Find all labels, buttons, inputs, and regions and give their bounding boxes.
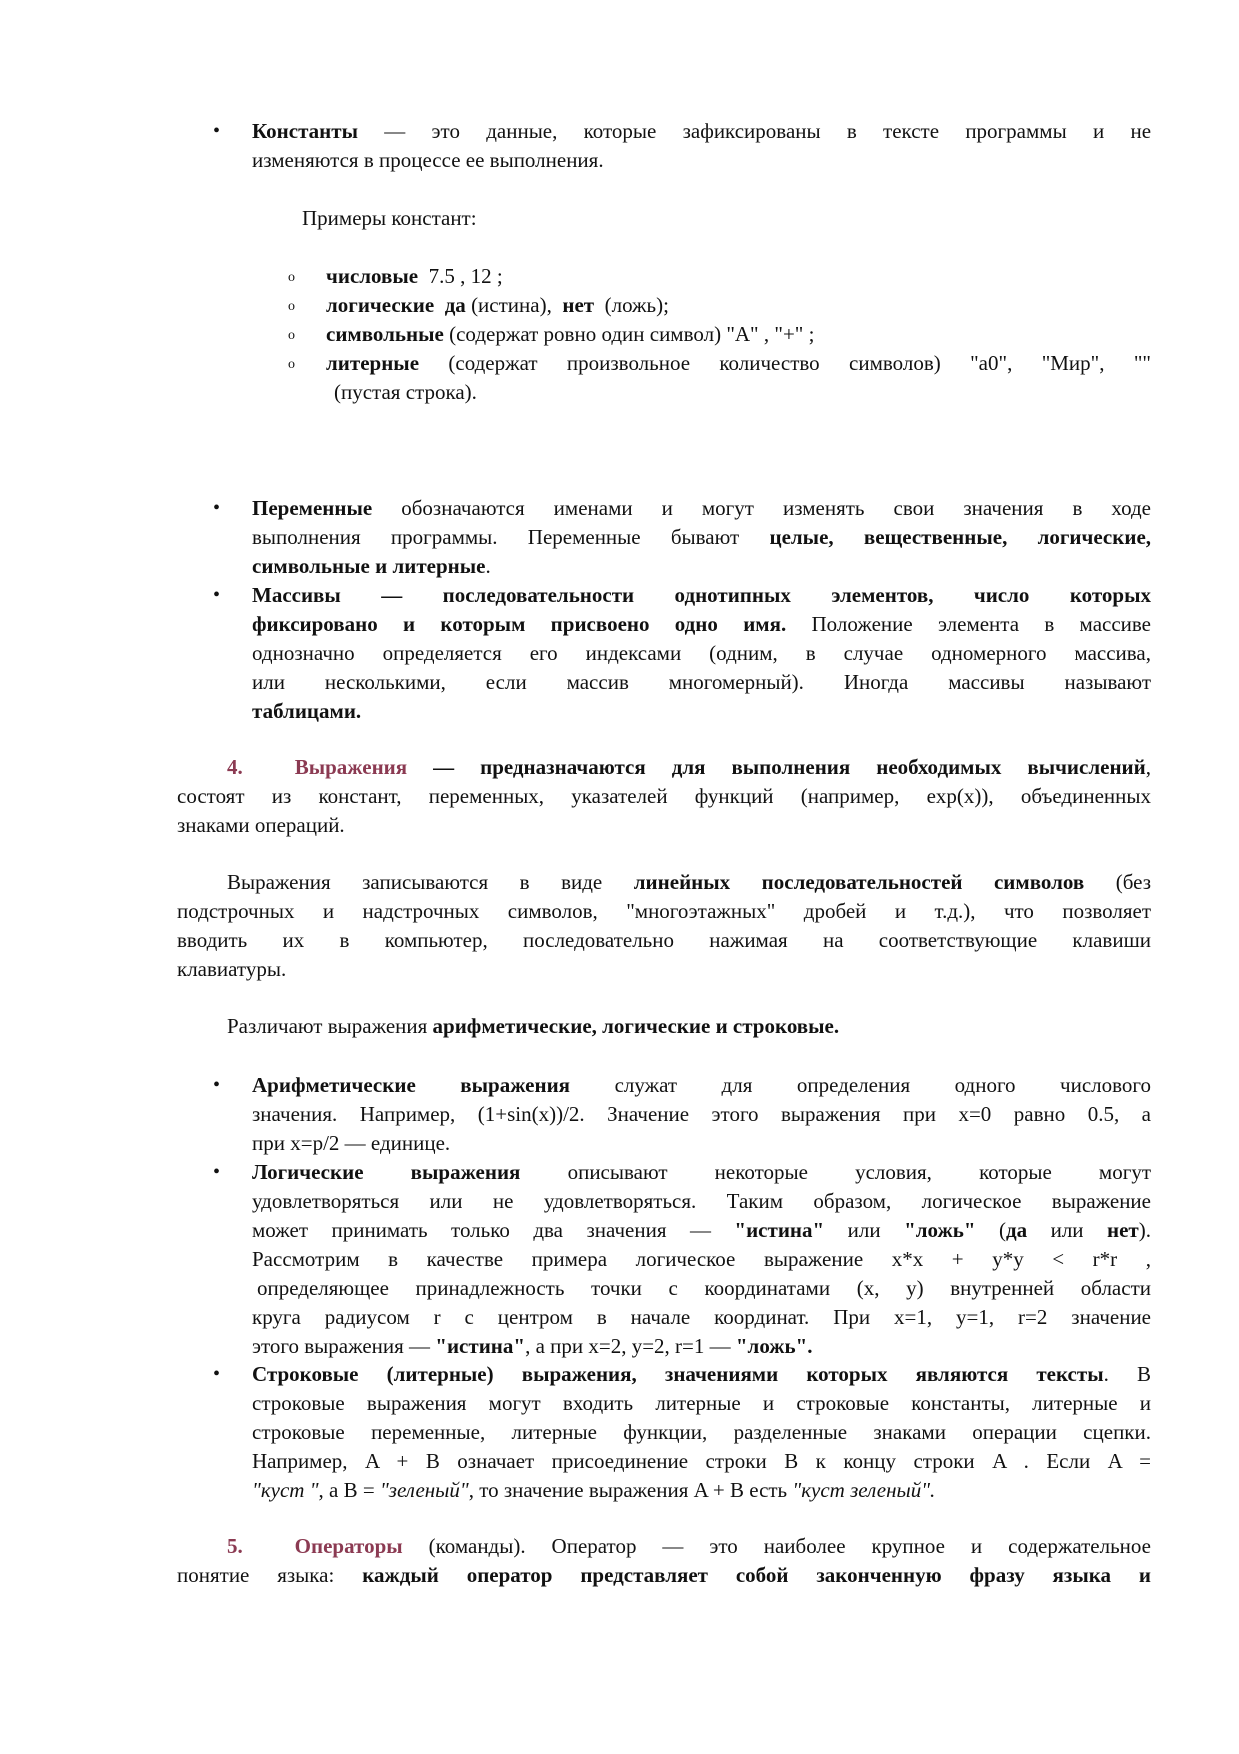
bullet-icon: •	[213, 584, 221, 606]
expression-kinds-line: Различают выражения арифметические, логические и строковые.	[227, 1014, 840, 1038]
constants-term: Константы	[252, 119, 358, 143]
example-numeric: числовые 7.5 , 12 ;	[326, 264, 503, 288]
string-expressions-paragraph: Строковые (литерные) выражения, значениями которых являются тексты. В строковые выражения могут входить литерные и строковые константы, литерные и строковые переменные, литерные функции, разделенные знаками операции сцепки. Например, A + B означает присоединение строки B к концу строки A . Если A = "куст ", а B = "зеленый", то значение выражения A + B есть "куст зеленый".	[252, 1362, 1151, 1502]
sub-bullet-icon: o	[288, 357, 295, 372]
logical-expressions-paragraph: Логические выражения описывают некоторые условия, которые могут удовлетворяться или не удовлетворяться. Таким образом, логическое выражение может принимать только два значения — "истина" или "ложь" (да или нет). Рассмотрим в качестве примера логическое выражение x*x + y*y < r*r , определяющее принадлежность точки с координатами (x, y) внутренней области круга радиусом r с центром в начале координат. При x=1, y=1, r=2 значение этого выражения — "истина", а при x=2, y=2, r=1 — "ложь".	[252, 1160, 1152, 1358]
sub-bullet-icon: o	[288, 270, 295, 285]
constants-paragraph: Константы — это данные, которые зафиксированы в тексте программы и не изменяются в процессе ее выполнения.	[252, 119, 1152, 172]
section-4-title: Выражения	[294, 755, 408, 779]
section-5-paragraph: 5. Операторы (команды). Оператор — это наиболее крупное и содержательное понятие языка: каждый оператор представляет собой законченную фразу языка и	[177, 1534, 1151, 1587]
example-symbolic: символьные (содержат ровно один символ) "A" , "+" ;	[326, 322, 815, 346]
expressions-notation-paragraph: Выражения записываются в виде линейных последовательностей символов (без подстрочных и надстрочных символов, "многоэтажных" дробей и т.д.), что позволяет вводить их в компьютер, последовательно нажимая на соответствующие клавиши клавиатуры.	[177, 870, 1152, 981]
section-5-title: Операторы	[294, 1534, 403, 1558]
variables-paragraph: Переменные обозначаются именами и могут изменять свои значения в ходе выполнения программы. Переменные бывают целые, вещественные, логические, символьные и литерные.	[252, 496, 1152, 578]
bullet-icon: •	[213, 1161, 221, 1183]
bullet-icon: •	[213, 120, 221, 142]
sub-bullet-icon: o	[288, 328, 295, 343]
bullet-icon: •	[213, 1074, 221, 1096]
bullet-icon: •	[213, 1363, 221, 1385]
bullet-icon: •	[213, 497, 221, 519]
arrays-paragraph: Массивы — последовательности однотипных элементов, число которых фиксировано и которым присвоено одно имя. Положение элемента в массиве однозначно определяется его индексами (одним, в случае одномерного массива, или несколькими, если массив многомерный). Иногда массивы называют таблицами.	[252, 583, 1152, 723]
examples-heading: Примеры констант:	[302, 206, 477, 230]
arithmetic-expressions-paragraph: Арифметические выражения служат для определения одного числового значения. Например, (1+sin(x))/2. Значение этого выражения при x=0 равно 0.5, а при x=p/2 — единице.	[252, 1073, 1152, 1155]
example-logical: логические да (истина), нет (ложь);	[326, 293, 669, 317]
sub-bullet-icon: o	[288, 299, 295, 314]
example-literal: литерные (содержат произвольное количество символов) "a0", "Мир", "" (пустая строка).	[326, 351, 1151, 404]
section-4-paragraph: 4. Выражения — предназначаются для выполнения необходимых вычислений, состоят из констант, переменных, указателей функций (например, exp(x)), объединенных знаками операций.	[177, 755, 1152, 837]
section-5-number: 5.	[227, 1534, 243, 1558]
section-4-number: 4.	[227, 755, 243, 779]
